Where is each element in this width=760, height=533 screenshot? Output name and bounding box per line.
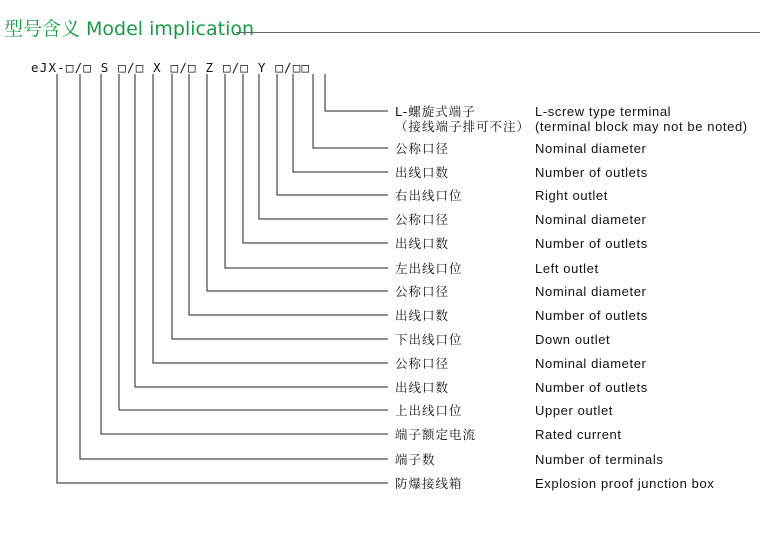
chinese-label-line: 出线口数 — [395, 165, 450, 180]
leader-line — [225, 74, 388, 268]
chinese-label — [395, 234, 535, 252]
explanation-row — [395, 184, 755, 206]
explanation-row — [395, 257, 755, 279]
chinese-label-line: 下出线口位 — [395, 332, 463, 347]
leader-line — [57, 74, 388, 483]
leader-line — [207, 74, 388, 291]
explanation-row — [395, 399, 755, 421]
leader-line — [135, 74, 388, 387]
chinese-label-line: L-螺旋式端子 — [395, 104, 476, 119]
explanation-row — [395, 328, 755, 350]
leader-line — [259, 74, 388, 219]
english-label — [535, 141, 646, 156]
explanation-row — [395, 423, 755, 445]
explanation-row — [395, 352, 755, 374]
english-label — [535, 380, 648, 395]
english-label — [535, 284, 646, 299]
explanation-row — [395, 472, 755, 494]
page-title: 型号含义 Model implication — [4, 18, 255, 40]
explanation-row — [395, 280, 755, 302]
english-label-line: Number of outlets — [535, 379, 648, 395]
explanation-row — [395, 376, 755, 398]
explanation-row — [395, 448, 755, 470]
leader-line — [243, 74, 388, 243]
english-label-line: Number of outlets — [535, 235, 648, 251]
english-label-line: Down outlet — [535, 331, 611, 347]
english-label-line: Explosion proof junction box — [535, 475, 715, 491]
english-label-line: Number of terminals — [535, 451, 664, 467]
chinese-label — [395, 163, 535, 181]
chinese-label-line: 公称口径 — [395, 212, 450, 227]
english-label — [535, 356, 646, 371]
english-label-line: Nominal diameter — [535, 355, 647, 371]
english-label-line: Rated current — [535, 426, 622, 442]
chinese-label — [395, 354, 535, 372]
english-label-line: Upper outlet — [535, 402, 614, 418]
chinese-label-line: 出线口数 — [395, 380, 450, 395]
english-label — [535, 332, 610, 347]
chinese-label-line: 出线口数 — [395, 308, 450, 323]
chinese-label — [395, 378, 535, 396]
english-label — [535, 452, 663, 467]
leader-line — [101, 74, 388, 434]
english-label — [535, 212, 646, 227]
chinese-label-line: 出线口数 — [395, 236, 450, 251]
english-label — [535, 403, 613, 418]
leader-line — [325, 74, 388, 111]
chinese-label-line: 防爆接线箱 — [395, 476, 463, 491]
chinese-label-line: 左出线口位 — [395, 261, 463, 276]
explanation-row — [395, 208, 755, 230]
chinese-label — [395, 139, 535, 157]
chinese-label — [395, 104, 535, 134]
chinese-label — [395, 306, 535, 324]
explanation-row — [395, 304, 755, 326]
english-label-line: Nominal diameter — [535, 140, 647, 156]
english-label-line: Number of outlets — [535, 307, 648, 323]
leader-line — [277, 74, 388, 195]
chinese-label-line: 公称口径 — [395, 284, 450, 299]
chinese-label-line: 右出线口位 — [395, 188, 463, 203]
leader-line — [293, 74, 388, 172]
english-label — [535, 188, 608, 203]
chinese-label — [395, 401, 535, 419]
leader-line — [119, 74, 388, 410]
english-label — [535, 476, 714, 491]
chinese-label — [395, 259, 535, 277]
chinese-label — [395, 474, 535, 492]
english-label-line: Nominal diameter — [535, 283, 647, 299]
chinese-label — [395, 330, 535, 348]
explanation-row — [395, 104, 755, 138]
chinese-label-note: （接线端子排可不注） — [395, 119, 531, 134]
english-label — [535, 261, 599, 276]
chinese-label-line: 端子额定电流 — [395, 427, 477, 442]
english-label — [535, 236, 648, 251]
chinese-label-line: 上出线口位 — [395, 403, 463, 418]
english-label-line: Number of outlets — [535, 164, 648, 180]
leader-line — [80, 74, 388, 459]
english-label-line: Nominal diameter — [535, 211, 647, 227]
explanation-row — [395, 137, 755, 159]
english-label-note: (terminal block may not be noted) — [535, 119, 748, 134]
explanation-row — [395, 161, 755, 183]
english-label-line: Left outlet — [535, 260, 599, 276]
english-label-line: Right outlet — [535, 187, 608, 203]
chinese-label — [395, 450, 535, 468]
english-label-line: L-screw type terminal — [535, 104, 672, 119]
chinese-label — [395, 186, 535, 204]
english-label — [535, 427, 622, 442]
chinese-label — [395, 425, 535, 443]
english-label — [535, 165, 648, 180]
explanation-row — [395, 232, 755, 254]
chinese-label — [395, 282, 535, 300]
english-label — [535, 104, 748, 134]
leader-line — [172, 74, 388, 339]
chinese-label-line: 公称口径 — [395, 141, 450, 156]
chinese-label — [395, 210, 535, 228]
chinese-label-line: 公称口径 — [395, 356, 450, 371]
english-label — [535, 308, 648, 323]
chinese-label-line: 端子数 — [395, 452, 436, 467]
model-code: eJX-□/□ S □/□ X □/□ Z □/□ Y □/□□ — [31, 60, 311, 75]
